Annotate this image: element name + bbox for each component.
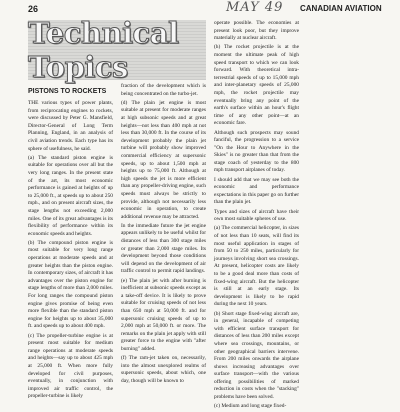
banner-title: Technical Topics	[28, 16, 179, 84]
article-heading: PISTONS TO ROCKETS	[28, 88, 107, 95]
paragraph: (a) The commercial helicopter, in sizes of not less than 10 seats, will find its most useful application in stages of from 50 to 250 miles, particularly for journeys involving short sea crossings. At present, helicopter costs are likely to be a good deal more than costs of fixed-wing aircraft. But the helicopter is still at an early stage. Its development is likely to be rapid during the next 10 years.	[214, 225, 299, 308]
section-banner	[28, 16, 206, 84]
paragraph: (h) The rocket projectile is at the moment the ultimate peak of high speed transport to which we can look forward. With theoretical intra-terrestrial speeds of up to 15,000 mph and inter-planetary speeds of 25,000 mph, the rocket projectile may eventually bring any point of the earth's surface within an hour's flight time of any other point—at an economic fare.	[214, 44, 299, 127]
publication-name: CANADIAN AVIATION	[300, 4, 382, 13]
paragraph: (f) The ram-jet taken on, necessarily, into the almost unexplored realms of supersonic speeds, about which, one day, though will be known to	[121, 355, 206, 384]
paragraph: (a) The standard piston engine is suitable for operations over all but the very long ranges. In the present state of the art, its most economic performance is gained at heights of up to 25,000 ft., at speeds up to about 250 mph., and on present aircraft sizes, the stage lengths not exceeding 2,000 miles. One of its great advantages is its flexibility of performance within its economic speeds and heights.	[28, 154, 113, 237]
paragraph: Although such prospects may sound fanciful, the progression to a service "On the Hour to Anywhere in the Skies" is no greater than that from the stage coach of yesterday to the 800 mph transport airplanes of today.	[214, 129, 299, 174]
paragraph: (c) The propeller-turbine engine is at present most suitable for medium range operations at moderate speeds and heights—say up to about 425 mph at 25,000 ft. When more fully developed for civil purposes, eventually, in conjunction with improved air traffic control, the propeller-turbine is likely	[28, 332, 113, 400]
paragraph: THE various types of power plants, from reciprocating engines to rockets, were discussed by Peter G. Mansfield, Director-General of Long Term Planning, England, in an analysis of civil aviation trends. Each type has its sphere of usefulness, he said.	[28, 100, 113, 152]
paragraph: (b) Short stage fixed-wing aircraft are, in general, incapable of competing with efficient surface transport for distances of less than 200 miles except where sea crossings, mountains, or other geographical barriers intervene. From 200 miles onwards the airplane shows increasing advantages over surface transport—with the various offering possibilities of marked reduction in costs when the "stacking" problems have been solved.	[214, 310, 299, 401]
paragraph: operate possible. The economies at present look poor, but they improve materially at nuclear aircraft.	[214, 20, 299, 42]
paragraph: In the immediate future the jet engine appears unlikely to be useful whilst for distances of less than 300 stage miles or greater than 2,000 stage miles. Its development beyond those conditions will depend on the development of air traffic control to permit rapid landings.	[121, 222, 206, 275]
page-header	[0, 0, 400, 14]
article-column-1	[28, 83, 113, 403]
page-number: 26	[28, 4, 39, 14]
paragraph: fraction of the development which is being concentrated on the turbo-jet.	[121, 83, 206, 97]
paragraph: (e) The plain jet with after burning is inefficient at subsonic speeds except as a take-off device. It is likely to prove suitable for cruising speeds of not less than 650 mph at 50,000 ft. and for supersonic cruising speeds of up to 2,000 mph at 50,000 ft. or more. The remarks on the plain jet apply with still greater force to the engine with "after burning" added.	[121, 277, 206, 352]
paragraph: (c) Medium and long stage fixed-	[214, 403, 287, 410]
paragraph: I should add that we may see both the economic and performance expectations in this paper go on further than the plain jet.	[214, 176, 299, 206]
article-column-3	[214, 20, 299, 412]
paragraph: (d) The plain jet engine is most suitable at present for moderate ranges at high subsonic speeds and at great heights—not less than 400 mph at not less than 30,000 ft. In the course of its development probably the plain jet turbine will probably show improved commercial efficiency at supersonic speeds, up to about 1,500 mph at heights up to 75,000 ft. Although at high speeds the jet is more efficient than any propeller-driving engine, such speeds must always be strictly to provide, although not necessarily less economic in operation, to create additional revenue may be attracted.	[121, 99, 206, 220]
article-column-2	[121, 83, 206, 387]
paragraph: (b) The compound piston engine is most suitable for very long range operations at moderate speeds and at greater heights than the piston engine. In contemporary sizes, of aircraft it has advantages over the piston engine for stage lengths of more than 2,000 miles. For long ranges the compound piston engine gives promise of being even more flexible than the standard piston engine for heights up to about 35,000 ft. and speeds up to about 400 mph.	[28, 239, 113, 330]
paragraph: Types and sizes of aircraft have their own most suitable spheres of use.	[214, 208, 299, 223]
handwritten-date: MAY 49	[226, 0, 284, 15]
